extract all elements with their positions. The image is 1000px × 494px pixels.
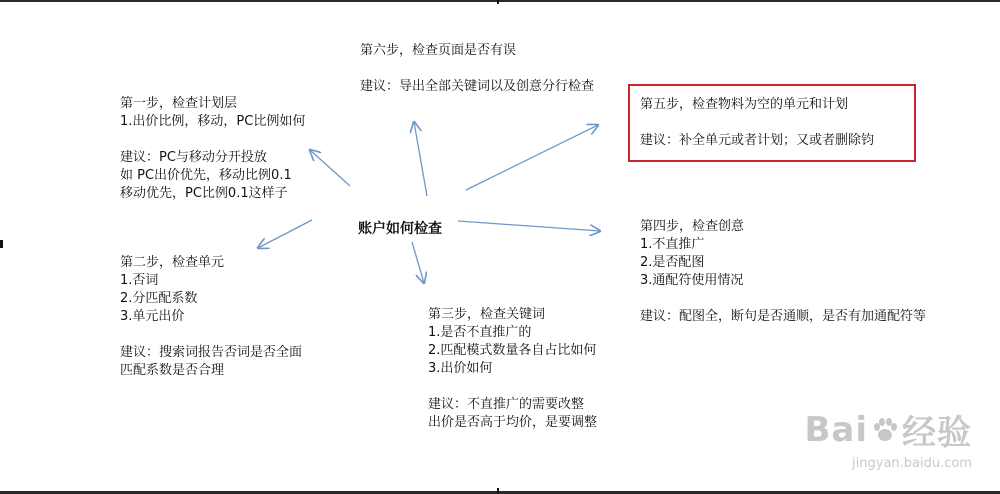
- step3-item: 3.出价如何: [428, 361, 493, 376]
- step3-item: 2.匹配模式数量各自占比如何: [428, 343, 597, 358]
- step3-block: [428, 306, 597, 432]
- watermark-url: jingyan.baidu.com: [852, 456, 972, 471]
- step5-spacer: [640, 114, 874, 132]
- arrow-to-step3: [412, 242, 424, 283]
- step1-spacer: [120, 131, 305, 149]
- step2-title: 第二步，检查单元: [120, 255, 225, 270]
- step3-advice-line: 出价是否高于均价，是要调整: [428, 415, 598, 430]
- paw-icon: [870, 415, 900, 445]
- step4-item: 2.是否配图: [640, 255, 705, 270]
- step2-advice-line: 匹配系数是否合理: [120, 363, 225, 378]
- step1-block: [120, 95, 305, 203]
- step3-spacer: [428, 378, 597, 396]
- step1-advice-line: 移动优先，PC比例0.1这样子: [120, 186, 288, 201]
- arrow-to-step5: [466, 125, 598, 190]
- step6-spacer: [360, 60, 594, 78]
- step3-item: 1.是否不直推广的: [428, 325, 532, 340]
- step2-item: 3.单元出价: [120, 309, 185, 324]
- baidu-jingyan-watermark: [804, 405, 972, 471]
- watermark-brand: Bai: [804, 409, 868, 450]
- step4-item: 3.通配符使用情况: [640, 273, 744, 288]
- step5-advice: 建议：补全单元或者计划；又或者删除钧: [640, 133, 875, 148]
- step1-advice: 建议：PC与移动分开投放: [120, 150, 267, 165]
- step4-title: 第四步，检查创意: [640, 219, 745, 234]
- step5-block: [640, 96, 874, 150]
- step5-title: 第五步，检查物料为空的单元和计划: [640, 97, 849, 112]
- step3-title: 第三步，检查关键词: [428, 307, 546, 322]
- step2-block: [120, 254, 302, 380]
- step6-block: [360, 42, 594, 96]
- step1-item: 1.出价比例，移动，PC比例如何: [120, 114, 306, 129]
- step4-block: [640, 218, 926, 326]
- arrow-to-step4: [458, 221, 600, 231]
- step2-item: 2.分匹配系数: [120, 291, 198, 306]
- step4-advice: 建议：配图全，断句是否通顺，是否有加通配符等: [640, 309, 927, 324]
- step2-item: 1.否词: [120, 273, 159, 288]
- step1-advice-line: 如 PC出价优先，移动比例0.1: [120, 168, 292, 183]
- step6-advice: 建议：导出全部关键词以及创意分行检查: [360, 79, 595, 94]
- step2-spacer: [120, 326, 302, 344]
- center-topic: 账户如何检查: [358, 221, 442, 237]
- arrow-to-step2: [258, 220, 312, 248]
- step2-advice: 建议：搜索词报告否词是否全面: [120, 345, 303, 360]
- watermark-brand-suffix: 经验: [902, 413, 972, 453]
- step4-spacer: [640, 290, 926, 308]
- step4-item: 1.不直推广: [640, 237, 705, 252]
- arrow-to-step1: [310, 150, 350, 186]
- step6-title: 第六步，检查页面是否有误: [360, 43, 517, 58]
- step3-advice: 建议：不直推广的需要改整: [428, 397, 585, 412]
- arrow-to-step6: [414, 122, 427, 196]
- step1-title: 第一步，检查计划层: [120, 96, 238, 111]
